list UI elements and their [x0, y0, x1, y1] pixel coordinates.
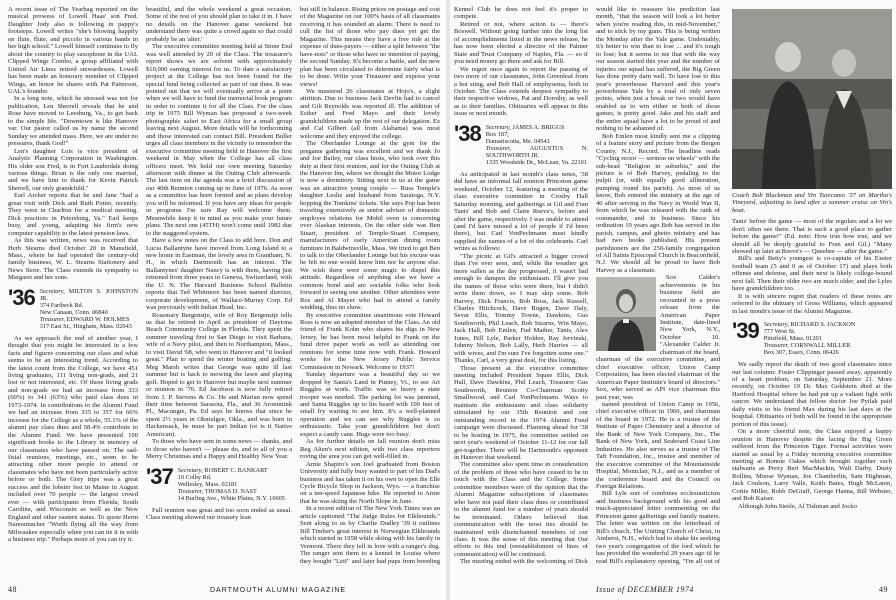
left-footer [8, 585, 17, 594]
paragraph: By executive committee unanimous vote Howard Ross is now an adopted member of the Class. An old friend of Frank Kohn who shares his digs in New Jersey, he has been most helpful to Frank on the fund drive paper work as well as attending our reunions for some time now with Frank. Howard works for the New Jersey Public Service Commission in Newark. Welcome to 1937! [300, 311, 440, 371]
paragraph: Sunday departure was a beautiful day so we dropped by Santa's Land in Putney, Vt., to see Art Ruggles at work. Traffic was so heavy a state trooper was needed. The parking lot was jammed, and Santa Ruggles up to his beard with 100 feet of small fry waiting to see him. It's a well-planned operation and we can see why Ruggles is so enthusiastic. Take your grandchildren but don't expect a candy cane. Hugs were too busy. [300, 371, 440, 438]
paragraph: In a recent edition of The New York Times was an article captioned "The Judge Rules for Elkhounds." Sent along to us by Charlie Dudley '39 it outlines Bill Timber's great interest in Norwegian Elkhounds which started in 1958 while skiing with his family in Vermont. There they fell in love with a ranger's dog. The ranger sent them to a kennel in Louisa where they bought "Leif" and later had pups from breeding [300, 505, 440, 565]
paragraph: As for further details on fall reunion don't miss Reg Alten's next edition, with two class reporters roving the area you can get well-filled in. [300, 438, 440, 461]
paragraph: named president of Union Camp in 1956, chief executive officer in 1960, and chairman of the board in 1972. He is a trustee of the Institute of Paper Chemistry and a director of the Bank of New York Company, Inc., The Bank of New York, and Seaboard Coast Line Industries. He also serves as a trustee of The Taft Foundation, Inc., trustee and member of the executive committee of the Mountainside Hospital, Montclair, N.J., and as a member of the conference board and the Council on Foreign Relations. [596, 401, 720, 490]
paragraph: Tanis' before the game — most of the regulars and a lot we don't often see there. That is such a good place to gather before the game!" (Ed. note: How true how true, and we should all be deeply grateful to Fran and Gil.) "Many showed up later at Reeve's — Queebee — after the game." [732, 218, 892, 256]
boat-photo [732, 9, 892, 189]
right-column-2 [596, 6, 720, 566]
right-column-3 [732, 6, 892, 566]
paragraph: In a long note, which he stressed was not for publication, Len Sherrell reveals that he and Rose have moved to Leesburg, Va., to get back to the simple life. "Downtown is like Hanover var. Our pastor called us by name the second Sunday we attended mass. Here, we are under no pressures, thank God!" [8, 95, 138, 148]
page-number: 48 [8, 585, 17, 594]
class-year: '39 [732, 318, 759, 344]
paragraph: would like to reassure his prediction last month, "that the season will look a lot better when you're reading this, in mid-November," and to stick by my guns. This is being written the Monday after the Yale game. Undeniably, it's better to win than to lose ... and it's tough to lose; but it seems to me that with the way our season started this year and the number of injuries our squad has suffered, the Big Green has done pretty darn well. To have lost to this year's powerhouse Harvard and this year's powerhouse Yale by a total of only seven points, when just a break or two would have enabled us to win either or both of those games, is pretty good. Jake and his staff and the entire squad have a lot to be proud of and nothing to be ashamed of. [596, 6, 720, 133]
paragraph: Have a few notes on the Class to add here. Don and Lucia Ballantyne have moved from Long Island to a new home in Eastman, the lovely area in Grantham, N. H., in which Dartmouth has an interest. The Ballantynes' daughter Nancy is with them, having just returned from three years in Geneva, Switzerland, with the U. N. The Harvard Business School Bulletin reports that Ted Whitmore has been named director, corporate development, of Wallace-Murray Corp. Ed was previously with Indian Head, Inc. [146, 237, 292, 312]
paragraph: Fall reunion was great and too soon ended as usual. Class meeting showed our treasury lean [146, 506, 292, 522]
class-header-37 [146, 463, 292, 502]
right-footer [879, 585, 888, 594]
paragraph: To those who have sent in some news — thanks, and to those who haven't — please do, and to all of you a Merry Christmas and a Happy and Healthy New Year. [146, 438, 292, 461]
paragraph: Kennel Club he does not feel it's proper to compete. [454, 6, 588, 21]
paragraph: On a more cheerful note, the Class enjoyed a happy reunion in Hanover despite the lacing the Big Green suffered from the Princeton Tiger. Formal activities were started as usual by a Friday morning executive committee meeting at Bonnie Oakes which brought together such stalwarts as Prexy Bert MacMackin, Walt Darby, Dusty Rollins, Moose Wyman, Joe Chamberlin, Sam Highman, Jack Coulson, Larry Valle, Keith Bates, Hugh McLaren, Cortie Miller, Robb DeGraff, George Hanna, Bill Webster, and Bob Kaiser. [732, 428, 892, 503]
paragraph: "The picnic at Gil's attracted a bigger crowd than I've ever seen, and, while the weather got more sullen as the day progressed, it wasn't bad enough to dampen the enthusiasm. I'll give you the names of those who were there, but I didn't write them down, so I may skip some. Bob Harvey, Dick Francis, Bob Ross, Jack Russell, Charles Hitchcock, Dave Rugen, Dave Daly, Sevar Ellis, Tommy Towne, Dawkins, Gus Southworth, Phil Leach, Bob Stearns, Win Mayo, Jack Hall, Bob Emlen, Fud Mather, Tanis, Alex Jones, Bill Lyle, Parker Holden, Ray Jervinski, Johnny Nelson, Bob Lally, Herb Harries — all with wives, and I'm sure I've forgotten some one." Thanks, Carl, a very great deal, for this listing. [454, 252, 588, 365]
paragraph: It is with sincere regret that readers of these notes are referred to the obituary of Gross Williams, which appeared in last month's issue of the Alumni Magazine. [732, 292, 892, 315]
paragraph: The executive committee meeting held at Stone End was well attended by 20 of the Class. The treasurer's report shows we are solvent with approximately $10,000 earning interest for us. To date a satisfactory project at the College has not been found for the special fund being collected as part of our dues. It was pointed out that we will eventually arrive at a point when we will have to fund the memorial book program in order to continue it for all the Class. For the class trip in 1975 Bill Wyman has proposed a two-week photographic safari to East Africa for a small group leaving next August. More details will be forthcoming and those interested can contact Bill. President Buller urges all class members in the vicinity to remember the executive committee meeting held in Hanover the first weekend in May when the College has all class officers meet. We hold our own meeting Saturday afternoon with dinner at the Outing Club afterwards. The last item on the agenda was a brief discussion of our 40th Reunion coming up in June of 1976. As soon as a committee has been formed and as plans develop you will be informed. If you have any ideas for people or programs I'm sure Ray will welcome them. Meanwhile keep it in mind as you make your future plans. The next one (45TH) won't come until 1982 due to the staggered system. [146, 43, 292, 237]
paragraph: As anticipated in last month's class notes, '38 did have an informal fall reunion Princeton game weekend, October 12, featuring a meeting of the class executive committee in Crosby Hall Saturday morning, and gatherings at Gil and Fran Tanis' and Bob and Claire Reeve's, before and after the game, respectively. I was unable to attend (and I'd have missed a lot of people if I'd been there), but Carl VonPechmann must kindly supplied the names of a lot of the celebrants. Carl writes as follows: [454, 170, 588, 253]
class-officers: Secretary, ROBERT C. BANKART 10 Colby Rd. Wellesley, Mass. 02181 Treasurer, THOMAS D. NAST 14 Burling Ave., White Plains, N.Y. 10605 [177, 466, 285, 502]
portrait-photo [596, 277, 656, 351]
class-year: '38 [454, 120, 481, 146]
boat-photo-image [732, 9, 892, 189]
paragraph: As this was written, news was received that Herb Stearns died October 20 in Mansfield, Mass., where he had operated the century-old family business, W. L. Stearns Stationery and News Store. The Class extends its sympathy to Margaret and her sons. [8, 237, 138, 282]
right-column-1 [454, 6, 588, 566]
paragraph: Bob Emlen most kindly sent me a clipping of a feature story and picture from the Bergen County, N.J., Record. The headline reads "Cycling rector — sermon on wheels" with the sub-head "Religion in suburbia," and the picture is of Bob Harvey, pedaling to the pulpit (or, with equally good alliteration, pumping round his parish). As most of us know, Bob entered the ministry at the age of 40 after serving in the Navy in World War II, from which he was released with the rank of commander, and in business. Since his ordination 19 years ago Bob has served in the parish, campus, and ghetto ministry and has had two books published. His present parishioners are the 250-family congregation of All Saints Episcopal Church in Beaconfield, N.J. We should all be proud to have Bob Harvey as a classmate. [596, 132, 720, 274]
paragraph: Bill Lyle sort of combines ecclesiasticism and business background with his good and much-appreciated letter commenting on the Princeton game gatherings and family matters. The letter was written on the letterhead of Bill's church, The Uniting Church of Christ, in Amherst, N.H., which had to shake his seeking two year's congregation of the lord which he has provided the wonderful 29 years ago til he read Bill's explanatory opening, "I'm all out of [596, 490, 720, 565]
paragraph: Retired or not, where action is — there's Boswell. Without going further into the long list of accomplishments listed in the news release, he has now been elected a director of the Palmer State and Trust Company of Naples, Fla. — so if you need money go there and ask for Bill. [454, 20, 588, 66]
left-column-3 [300, 6, 440, 566]
paragraph: The meeting ended with the welcoming of Dick [460, 558, 588, 566]
paragraph: We regret once again to report the passing of two more of our classmates, John Greenleaf from a hot sting, and Bob Hall of emphysema, both in October. The Class extends deepest sympathy to their respective widows, Pat and Dorothy, as well as to their families. Obituaries will appear in this issue or next month. [454, 65, 588, 118]
class-officers: Secretary, JAMES A. BRIGGS Box 187, Damariscotta, Me. 04543 Treasurer, AUGUSTUS N. SOUTHWORTH JR. 1335 Woodside Dr., McLean, Va. 22101 [485, 123, 588, 166]
paragraph: Although John Steele, Al Tishman and Jocko [738, 502, 857, 510]
paragraph: Arnie Shapiro's son Joel graduated from Boston University and fully busy wanted to part of his Dad's business and has taken it on his own to open the Elle Cycle Bicycle Shop in Jackson, Wyo. — a franchise on a ten-speed Japanese bike. He reported to Arnie that he was skiing the North Slope in June. [300, 460, 440, 505]
page-number: 49 [879, 585, 888, 594]
class-year: '37 [146, 463, 173, 489]
paragraph: Earl Archer reports that he and Jane "had a great visit with Dick and Ruth Potter, recently. They were in Charlton for a medical meeting. Dick practices in Petersburg, Va." Earl keeps busy, and young, adapting his firm's new computer capability to the latest pension laws. [8, 192, 138, 237]
class-officers: Secretary, MILTON S. JOHNSTON JR. 374 Faribeck Rd. New Canaan, Conn. 06840 Treasurer, EDWARD W. HOLMES 317 East St., Hingham, Mass. 02043 [39, 287, 138, 330]
class-header-36 [8, 284, 138, 330]
paragraph: We mustered 26 classmates at Hojo's, a slight attrition. Due to business Jack Devlin had to cancel and Gib Reynolds was reported ill. The addition of Esther and Fred Mayo and their lovely grandchildren made up the rest of our delegation. Ez and Cal Gilbert (all from Alabama) was most welcome and they enjoyed the college. [300, 87, 440, 140]
class-header-39 [732, 318, 892, 357]
paragraph: Those present at the executive committee meeting included President Squee Ellis, Dick Hall, Dave Dawkins, Phil Leach, Treasurer Gus Southworth, Reunion Co-Chairman Scotty Smallwood, and Carl VonPechmann. Ways to maintain the enthusiasm and class solidarity stimulated by our 35th Reunion and our outstanding record in the 1974 Alumni Fund campaign were discussed. Planning ahead for '38 to be hosting in 1975, the committee settled on next year's weekend of October 11-12 for our fall get-together. There will be Dartmouth's opponent in Hanover that weekend. [454, 364, 588, 462]
issue-date: Issue of DECEMBER 1974 [596, 585, 694, 594]
photo-caption: Coach Bob Blackman and Vin Turecamo '37 on Martha's Vineyard, adjusting to land after a summer cruise on Vin's boat. [732, 192, 892, 214]
left-page [0, 0, 446, 600]
class-header-38 [454, 120, 588, 166]
class-officers: Secretary, RICHARD S. JACKSON 777 West St. Pittsfield, Mass. 01201 Treasurer, CORNWALL MILLER Box 307, Essex, Conn. 06426 [763, 321, 856, 357]
class-year: '36 [8, 284, 35, 310]
left-column-1 [8, 6, 138, 566]
paragraph: but still in balance. Rising prices on postage and cost of the Magazine on our 100% basis of all classmates receiving it has sounded an alarm. There is need to cull the list of those who pay dues yet get the Magazine. This means they have a free ride at the expense of dues-payers — either a split between "the have-nots" or those who have no intention of paying, the second Sunday. It's become a battle, and the new plan has been circulated to determine fairly what is to be done. Write your Treasurer and express your views! [300, 6, 440, 88]
paragraph: Sox Calder's achievements in his business field are recounted in a press release from the American Paper Institute, date-lined New York, N.Y., October 10. "Alexander Calder Jr. chairman of the board, chairman of the executive committee, and chief executive officer, Union Camp Corporation, has been elected chairman of the American Paper Institute's board of directors." Sox, who served as API vice chairman this past year, was [596, 274, 720, 401]
paragraph: We sadly report the death of two good classmates since our last column: Foster Clippinger passed away, apparently of a heart problem, on Saturday, September 21. More recently, on October 19 Dr. Max Goldstein died at the Hartford Hospital where he had put up a valiant fight with cancer. We understand that fellow doctor Joe Pytlak paid daily visits to his friend Max during his last days at the hospital. Obituaries of both will be found in the appropriate portion of this issue). [732, 361, 892, 428]
paragraph: Rosemary Bergenstje, wife of Roy Bergenstje tells us that he retired in April as president of Daytona Beach Community College in Florida. They spent the summer traveling first to San Diego to visit Barbara, wife of a Navy pilot, and then to Northampton, Mass., to visit David '68, who went to Hanover and "it looked great." Plan to spend the winter boating and golfing. Meg Marsh writes that George was quite ill last summer but is back to mowing the lawn and playing golf. Hoped to get to Hanover but maybe next summer or reunion in '76. Ed Jacobson is now fully retired from J. P. Stevens & Co. He and Marian now spend their time between Sarasota, Fla., and 36 Aronimink Pl., Macungie, Pa. Ed says he knows that since he spent 2½ years in Okmulgee, Okla., and was born in Hackensack, he must be part Indian (or is it Native American). [146, 311, 292, 438]
paragraph: Len's daughter Lois is vice president of Analytic Planning Corporation in Washington. His older son Fred, is in Fort Lauderdale doing various things. Brian is the only one married, and we have him to thank for Kevin Patrick Sherrell, our only grandchild." [8, 147, 138, 192]
paragraph: A recent issue of The Yearbag reported on the musical prowess of Lowell Haas' son Fred. Daughter Jody also is following in pappy's footsteps. Lowell writes "she's blowing happily on flute, flute, and piccolo in various bands in her high school." Lowell himself continues to fly about the country to play saxophone in the UAL Clipped Wings Combo, a group affiliated with United Air Lines retired stewardesses. Lowell has been made an honorary member of Clipped Wings, an honor he shares with Pat Patterson, UAL's founder. [8, 6, 138, 95]
paragraph: Bill's and Betty's youngest is co-captain of his Exeter football team (5 and 0 as of October 17) and plays both offense and defense, and their next is likely college-bound next fall. Then their older two are much older, and the Lyles have grandchildren too. [732, 255, 892, 293]
paragraph: As we approach the end of another year, I thought that you might be interested in a few facts and figures concerning our class and what seems to be an interesting trend. According to the latest count from the College, we have 451 living graduates, 111 living non-grads, and 21 lost or not interested, etc. Of these living grads and non-grads we had an increase from 333 (60%) to 341 (63%) who paid class dues in 1973-1974. In contributions to the Alumni Fund we had an increase from 335 to 357 for 66% increase for the College as a whole, 55.1% of the alumni pay class dues and 58.4% contribute to the Alumni Fund. We have presented 100 significant books to the Library in memory of our classmates who have passed on. The sad-fisial reunions, meetings, etc., seem to be attracting other more people to attend or classmates who have not been particularly active before or both. The Grey trips was a great success and the lobster fest in Maine in August included over 70 people — the largest crowd ever — with participants from Florida, South Carolina, and Wisconsin as well as the New England and other eastern states. To quote Herm Nanoumacher "Worth flying all the way from Milwaukee especially when you can tie it in with a business trip." Perhaps more of you can try it. [8, 334, 138, 543]
paragraph: beautiful, and the whole weekend a great occasion. Some of the rest of you should plan to take it in. I have no details on the Hanover game weekend but understand there was quite a crowd again so that could probably be an 'alter.' [146, 6, 292, 43]
paragraph: The committee also spent time in consideration of the problem of those who have ceased to be in touch with the Class and the College. Some committee members were of the opinion that the Alumni Magazine subscriptions of classmates who have not paid their class dues or contributed to the alumni fund for a number of years should be terminated. Others believed that communication with the most ties should be maintained with disenchanted members of our class. It was the sense of this meeting that Our efforts to this end (reestablishment of lines of communication) will be continued. [454, 461, 588, 558]
magazine-title: DARTMOUTH ALUMNI MAGAZINE [210, 587, 347, 594]
left-column-2 [146, 6, 292, 566]
portrait-photo-image [596, 277, 656, 351]
paragraph: The Oberlander Lounge at the gym for the pregame gathering was excellent and we thank Jo and Joe Bailey, our class hosts, who took over this duty at their first reunion, and for the Outing Club at the Hanover Inn, where we thought the Motor Lodge is now a dormitory. Sitting next to us at the game was an attractive young couple — Russ Temple's daughter Leslie and husband from Saratoga, N.Y. hopping the Tomkins' tickets. She says Pop has been traveling extensively as senior advisor of domestic employee relations for Mobil oven is concerning over Alaskan interests. On the other side was Ben Stuart, president of Temple-Stuart Company, manufacturers of early American dining room furniture in Baldwinsville, Mass. We tried to get Ben to talk to the Oberlander Lounge but his excuse was he felt no one would know him nor he anyone else. We wish there were some magic to dispel this attitude. Regardless of anything else we have a common bond and are sociable folks who look forward to seeing one another. Other attendees were Ros and Al Mayer who had to attend a family wedding, thus no show. [300, 140, 440, 312]
right-page [450, 0, 896, 600]
